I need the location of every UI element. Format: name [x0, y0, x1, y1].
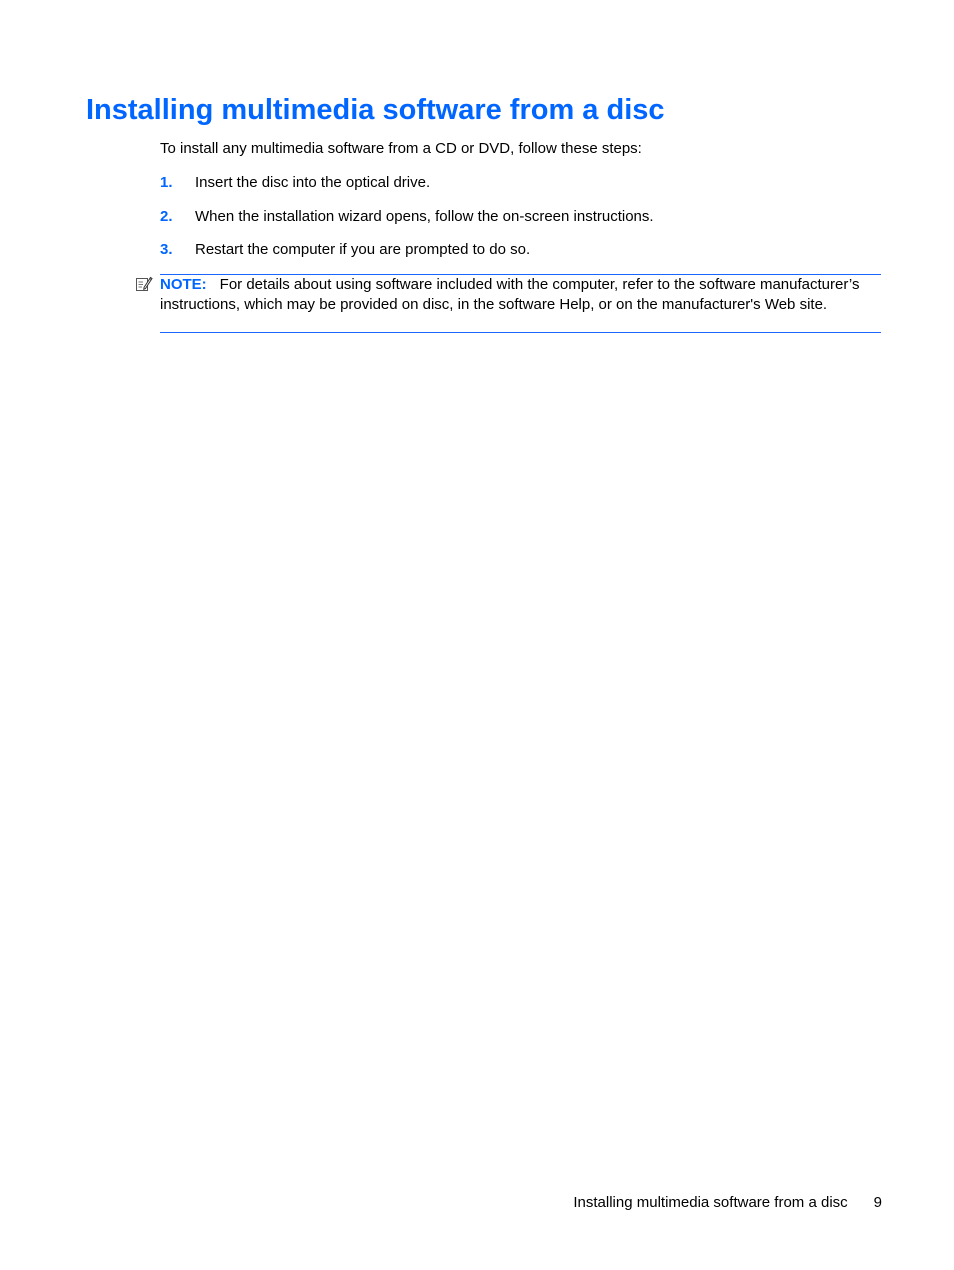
note-text: For details about using software included with the computer, refer to the software manufacturer’s instructions, which may be provided on disc, in the software Help, or on the manufacturer's Web site.	[160, 276, 860, 313]
note-label: NOTE:	[160, 276, 207, 293]
page-title: Installing multimedia software from a disc	[86, 94, 665, 126]
intro-paragraph: To install any multimedia software from a CD or DVD, follow these steps:	[160, 140, 642, 157]
step-text: Insert the disc into the optical drive.	[195, 174, 431, 191]
note-pencil-icon	[135, 275, 153, 293]
footer-title: Installing multimedia software from a disc	[573, 1194, 848, 1211]
step-text: When the installation wizard opens, follow the on-screen instructions.	[195, 207, 654, 225]
step-number: 1.	[160, 174, 173, 191]
page-number: 9	[873, 1194, 882, 1211]
step-number: 3.	[160, 241, 173, 258]
note-box	[160, 274, 881, 333]
page-footer	[573, 1193, 882, 1213]
step-text: Restart the computer if you are prompted to do so.	[195, 241, 531, 258]
note-body	[160, 275, 881, 314]
step-number: 2.	[160, 207, 173, 225]
